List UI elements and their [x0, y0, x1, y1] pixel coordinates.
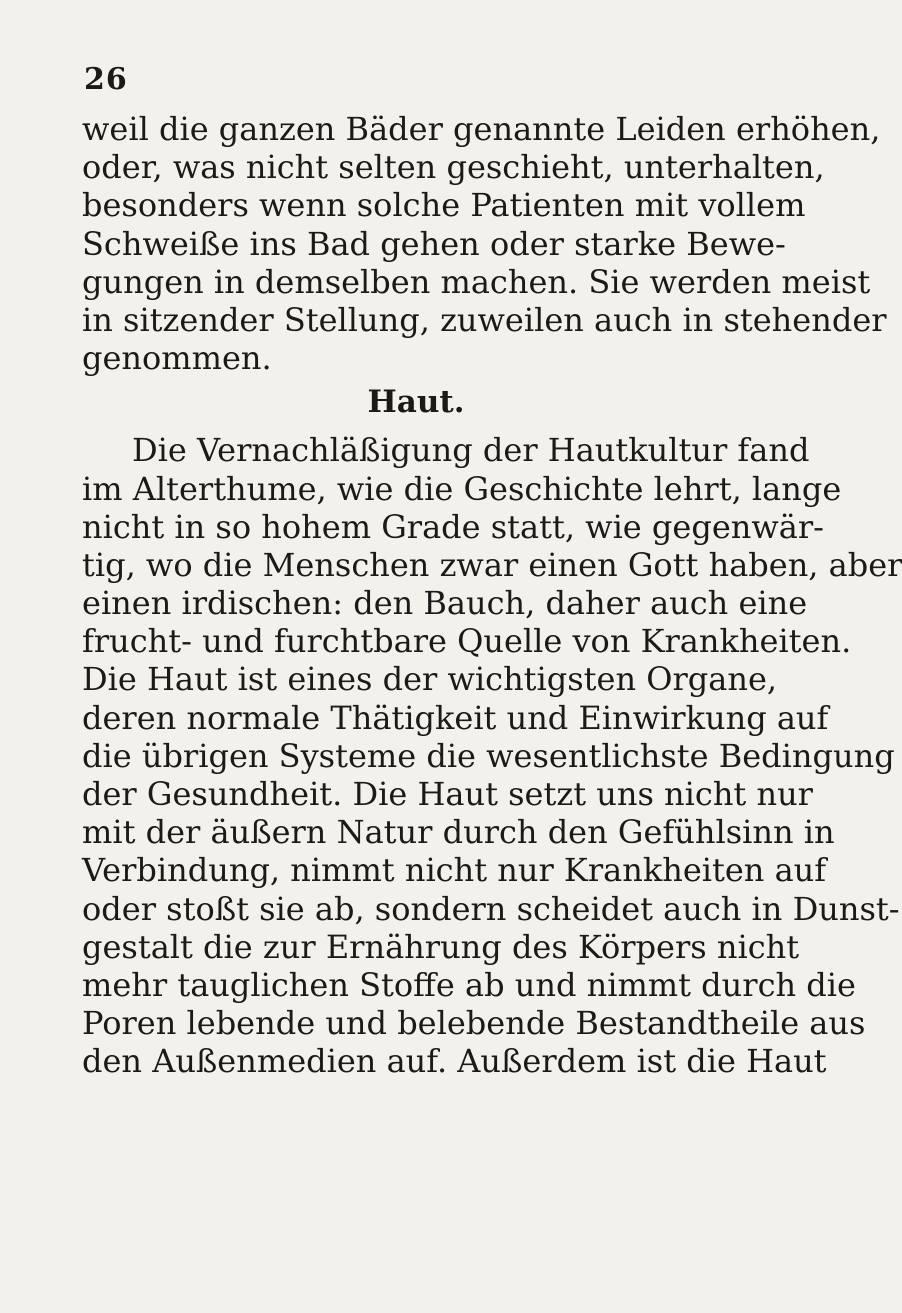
- text-line: im Alterthume, wie die Geschichte lehrt, lange: [82, 469, 842, 508]
- text-line: in sitzender Stellung, zuweilen auch in stehender: [82, 300, 887, 339]
- text-line: einen irdischen: den Bauch, daher auch eine: [82, 584, 808, 623]
- text-line: gungen in demselben machen. Sie werden meist: [82, 262, 871, 301]
- text-line: die übrigen Systeme die wesentlichste Bedingung: [82, 736, 895, 775]
- text-line: Schweiße ins Bad gehen oder starke Bewe-: [82, 224, 786, 263]
- page-number: 26: [84, 62, 128, 97]
- paragraph-bathing: [82, 110, 887, 378]
- text-line: Die Haut ist eines der wichtigsten Organe,: [82, 660, 778, 699]
- body-text: [82, 110, 902, 1081]
- text-line: oder, was nicht selten geschieht, unterhalten,: [82, 148, 825, 187]
- text-line: mehr tauglichen Stoffe ab und nimmt durch die: [82, 965, 856, 1004]
- text-line: weil die ganzen Bäder genannte Leiden erhöhen,: [82, 110, 881, 148]
- text-line: nicht in so hohem Grade statt, wie gegenwär-: [82, 507, 824, 546]
- text-line: oder stoßt sie ab, sondern scheidet auch in Dunst-: [82, 889, 900, 928]
- text-line: Verbindung, nimmt nicht nur Krankheiten auf: [82, 851, 827, 890]
- text-line: mit der äußern Natur durch den Gefühlsinn in: [82, 813, 835, 852]
- text-line: besonders wenn solche Patienten mit vollem: [82, 186, 806, 225]
- text-line: der Gesundheit. Die Haut setzt uns nicht nur: [82, 775, 813, 813]
- text-line: Die Vernachläßigung der Hautkultur fand: [132, 431, 810, 470]
- text-line: genommen.: [82, 339, 272, 378]
- paragraph-skin: [82, 431, 902, 1081]
- section-heading: Haut.: [367, 384, 465, 421]
- text-line: den Außenmedien auf. Außerdem ist die Haut: [82, 1042, 827, 1081]
- text-line: deren normale Thätigkeit und Einwirkung auf: [82, 698, 829, 737]
- text-line: tig, wo die Menschen zwar einen Gott haben, aber: [82, 545, 902, 584]
- text-line: Poren lebende und belebende Bestandtheile aus: [82, 1004, 866, 1043]
- text-line: gestalt die zur Ernährung des Körpers nicht: [82, 927, 800, 966]
- text-line: frucht- und furchtbare Quelle von Krankheiten.: [82, 622, 852, 661]
